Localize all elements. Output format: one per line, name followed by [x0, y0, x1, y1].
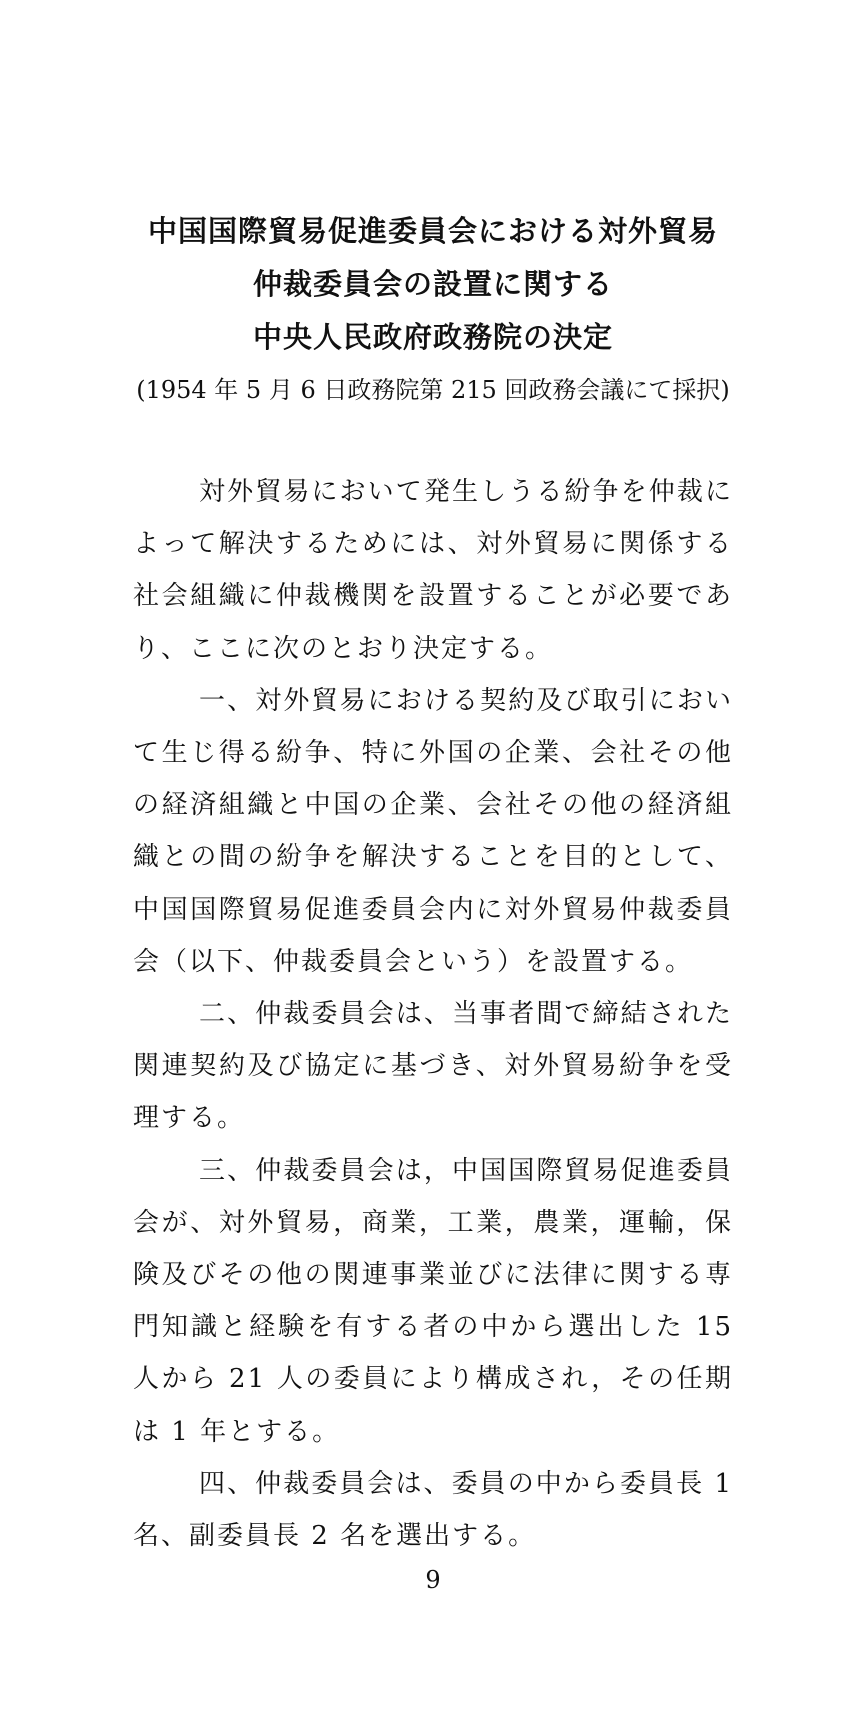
document-body [133, 466, 733, 1562]
title-block [0, 205, 866, 408]
document-title-line-2: 仲裁委員会の設置に関する [252, 267, 613, 301]
adoption-note: (1954 年 5 月 6 日政務院第 215 回政務会議にて採択) [136, 376, 730, 404]
article-3-paragraph: 三、仲裁委員会は，中国国際貿易促進委員会が、対外貿易，商業，工業，農業，運輸，保険及びその他の関連事業並びに法律に関する専門知識と経験を有する者の中から選出した 15 人から 21 人の委員により構成され，その任期は 1 年とする。 [133, 1155, 733, 1447]
preamble-paragraph: 対外貿易において発生しうる紛争を仲裁によって解決するためには、対外貿易に関係する社会組織に仲裁機関を設置することが必要であり、ここに次のとおり決定する。 [133, 477, 733, 664]
page-number: 9 [425, 1566, 441, 1594]
article-1-paragraph: 一、対外貿易における契約及び取引において生じ得る紛争、特に外国の企業、会社その他の経済組織と中国の企業、会社その他の経済組織との間の紛争を解決することを目的として、中国国際貿易促進委員会内に対外貿易仲裁委員会（以下、仲裁委員会という）を設置する。 [133, 685, 733, 977]
article-4-paragraph: 四、仲裁委員会は、委員の中から委員長 1 名、副委員長 2 名を選出する。 [133, 1468, 733, 1552]
article-2-paragraph: 二、仲裁委員会は、当事者間で締結された関連契約及び協定に基づき、対外貿易紛争を受理する。 [133, 999, 733, 1134]
document-title-line-1: 中国国際貿易促進委員会における対外貿易 [147, 214, 718, 248]
document-title-line-3: 中央人民政府政務院の決定 [252, 320, 613, 354]
